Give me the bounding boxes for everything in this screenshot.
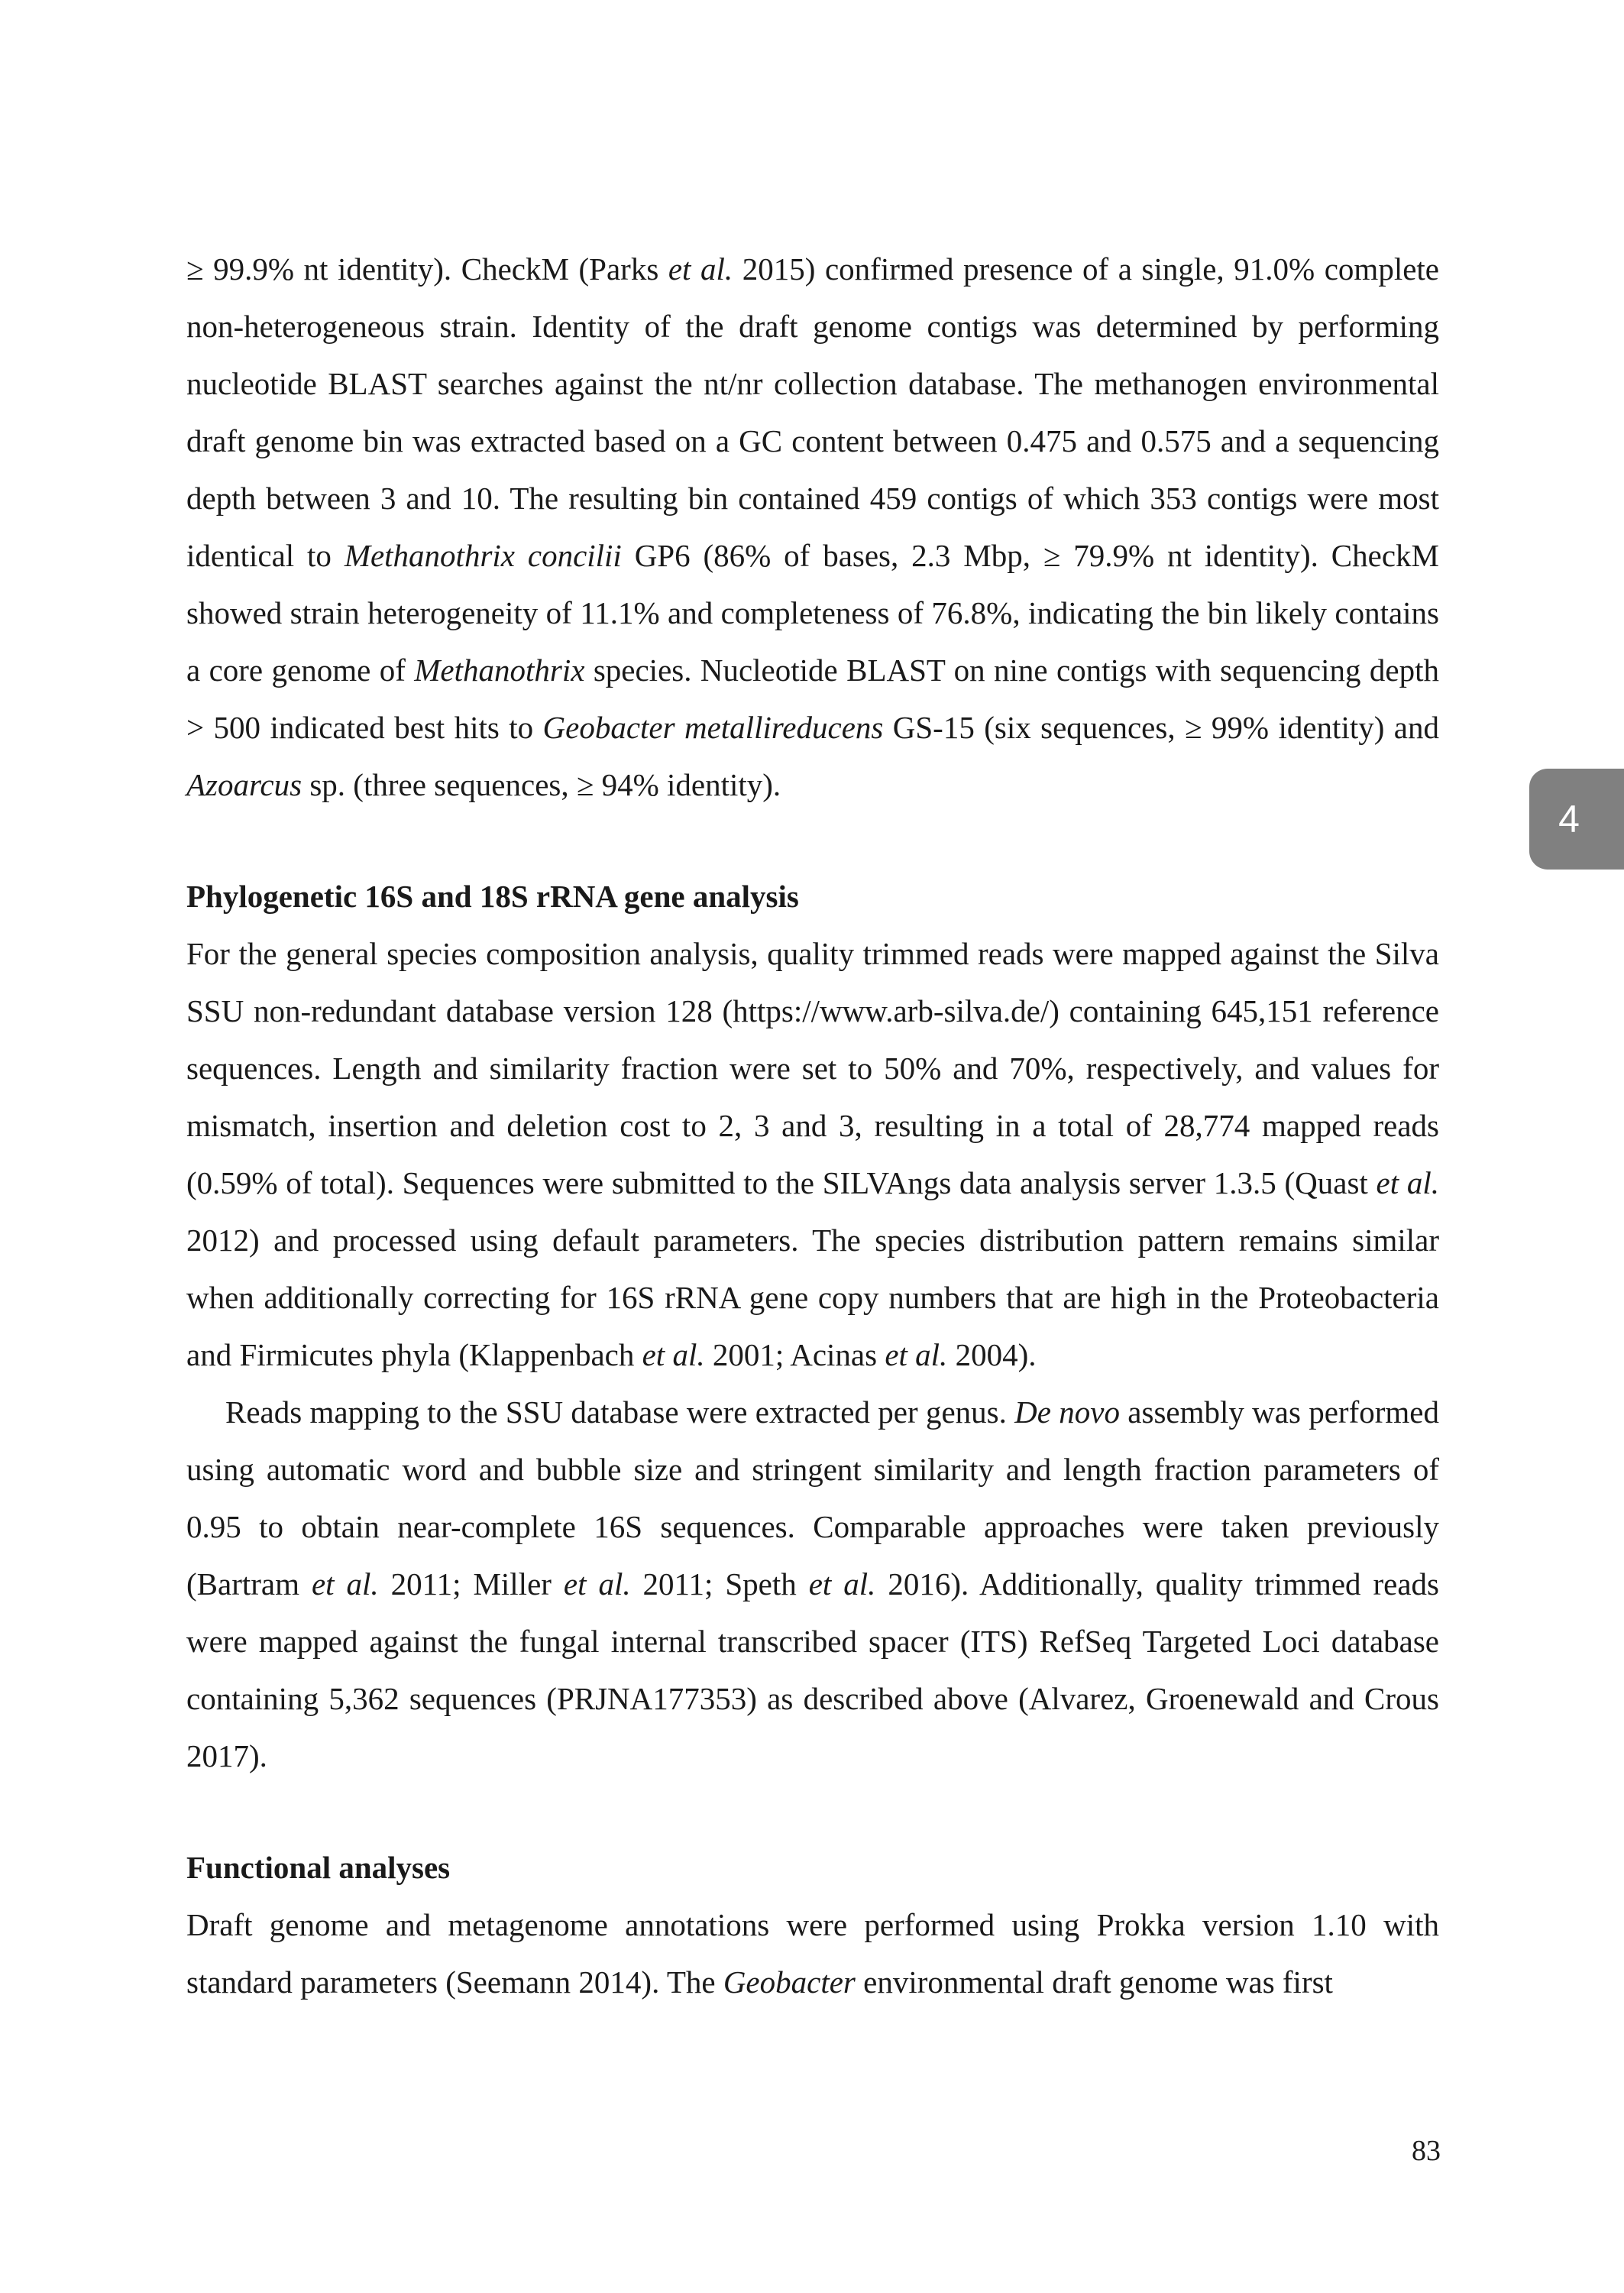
paragraph-annotations [186, 1896, 1439, 2011]
italic-term: Geobacter metallireducens [542, 710, 884, 745]
text-run: 2012) and processed using default parameters. The species distribution pattern remains similar when additionally correcting for 16S rRNA gene copy numbers that are high in the Proteobacteria and Firmicutes phyla (Klappenbach [186, 1223, 1439, 1372]
text-run: species. Nucleotide BLAST on nine contigs with sequencing depth > 500 indicated best hits to [186, 653, 1440, 745]
italic-term: et al. [642, 1337, 705, 1372]
text-run: sp. (three sequences, ≥ 94% identity). [302, 767, 781, 802]
text-run: assembly was performed using automatic word and bubble size and stringent similarity and length fraction parameters of 0.95 to obtain near-complete 16S sequences. Comparable approaches were taken previously (Bartram [186, 1394, 1439, 1602]
text-run: 2011; Miller [378, 1566, 564, 1602]
italic-term: De novo [1014, 1394, 1120, 1430]
text-run: 2004). [947, 1337, 1037, 1372]
page-number: 83 [1412, 2135, 1441, 2167]
text-run: 2001; Acinas [704, 1337, 885, 1372]
italic-term: Geobacter [723, 1964, 856, 2000]
text-run: Draft genome and metagenome annotations were performed using Prokka version 1.10 with standard parameters (Seemann 2014). The [186, 1907, 1439, 2000]
paragraph-species-composition [186, 925, 1439, 1384]
italic-term: et al. [563, 1566, 631, 1602]
text-run: environmental draft genome was first [855, 1964, 1333, 2000]
text-run: For the general species composition analysis, quality trimmed reads were mapped against the Silva SSU non-redundant database version 128 (https://www.arb-silva.de/) containing 645,151 reference sequences. Length and similarity fraction were set to 50% and 70%, respectively, and values for mismatch, insertion and deletion cost to 2, 3 and 3, resulting in a total of 28,774 mapped reads (0.59% of total). Sequences were submitted to the SILVAngs data analysis server 1.3.5 (Quast [186, 936, 1439, 1200]
italic-term: et al. [668, 251, 733, 287]
text-run: GS-15 (six sequences, ≥ 99% identity) and [883, 710, 1439, 745]
paragraph-ssu-assembly [186, 1384, 1439, 1785]
text-run: GP6 (86% of bases, 2.3 Mbp, ≥ 79.9% nt identity). CheckM showed strain heterogeneity of 11.1% and completeness of 76.8%, indicating the bin likely contains a core genome of [186, 538, 1439, 688]
italic-term: et al. [311, 1566, 379, 1602]
text-run: 2011; Speth [630, 1566, 809, 1602]
heading-phylogenetic-analysis: Phylogenetic 16S and 18S rRNA gene analysis [186, 879, 799, 914]
paragraph-genome-bins [186, 241, 1439, 814]
italic-term: Azoarcus [186, 767, 302, 802]
heading-functional-analyses: Functional analyses [186, 1850, 451, 1885]
italic-term: Methanothrix concilii [344, 538, 622, 573]
italic-term: et al. [1376, 1165, 1440, 1200]
text-run: 2015) confirmed presence of a single, 91.0% complete non-heterogeneous strain. Identity of the draft genome contigs was determined by performing nucleotide BLAST searches against the nt/nr collection database. The methanogen environmental draft genome bin was extracted based on a GC content between 0.475 and 0.575 and a sequencing depth between 3 and 10. The resulting bin contained 459 contigs of which 353 contigs were most identical to [186, 251, 1439, 573]
text-run: ≥ 99.9% nt identity). CheckM (Parks [186, 251, 668, 287]
text-run: Reads mapping to the SSU database were extracted per genus. [225, 1394, 1015, 1430]
italic-term: Methanothrix [414, 653, 585, 688]
italic-term: et al. [808, 1566, 876, 1602]
chapter-tab: 4 [1529, 769, 1624, 870]
text-run: 2016). Additionally, quality trimmed reads were mapped against the fungal internal transcribed spacer (ITS) RefSeq Targeted Loci database containing 5,362 sequences (PRJNA177353) as described above (Alvarez, Groenewald and Crous 2017). [186, 1566, 1440, 1773]
italic-term: et al. [885, 1337, 948, 1372]
